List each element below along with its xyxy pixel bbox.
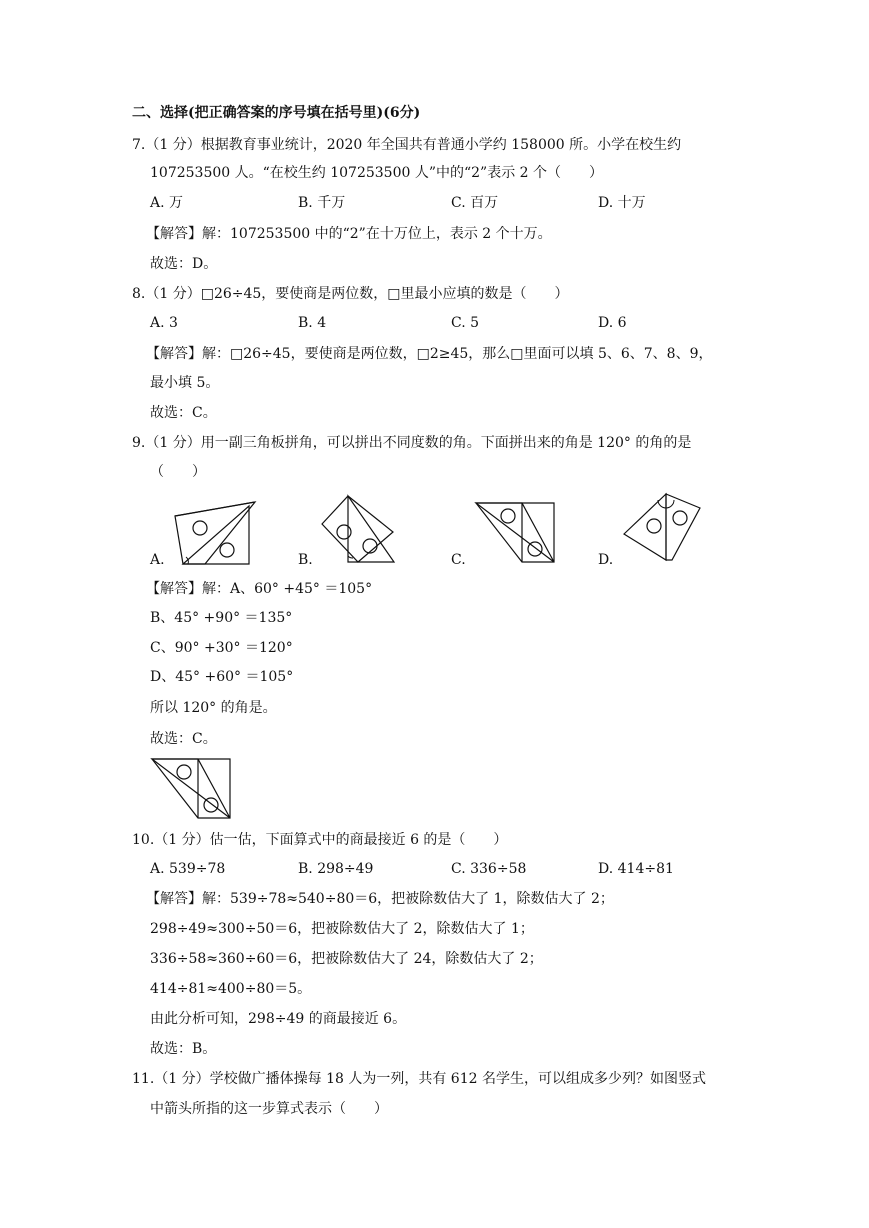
q10-stem: 10.（1 分）估一估，下面算式中的商最接近 6 的是（ ） bbox=[132, 832, 508, 848]
q10-answer-line5: 由此分析可知，298÷49 的商最接近 6。 bbox=[150, 1011, 407, 1027]
q7-stem-line1: 7.（1 分）根据教育事业统计，2020 年全国共有普通小学约 158000 所。小学在校生约 bbox=[132, 137, 682, 153]
q10-option-c: C. 336÷58 bbox=[451, 861, 527, 877]
q7-option-a: A. 万 bbox=[150, 195, 184, 211]
q9-answer-line2: B、45° +90° ＝135° bbox=[150, 610, 293, 626]
q9-option-b: B. bbox=[298, 552, 313, 568]
q11-stem-line2: 中箭头所指的这一步算式表示（ ） bbox=[150, 1101, 388, 1117]
q8-choice: 故选：C。 bbox=[150, 405, 217, 421]
q9-answer-line1: 【解答】解：A、60° +45° ＝105° bbox=[146, 581, 373, 597]
q10-option-a: A. 539÷78 bbox=[150, 861, 226, 877]
q10-option-d: D. 414÷81 bbox=[598, 861, 674, 877]
q9-figure-a bbox=[170, 498, 260, 568]
q8-answer-line1: 【解答】解：□26÷45，要使商是两位数，□2≥45，那么□里面可以填 5、6、7、8、9， bbox=[146, 346, 713, 362]
q8-option-b: B. 4 bbox=[298, 315, 327, 331]
q8-answer-line2: 最小填 5。 bbox=[150, 375, 220, 391]
q9-option-a: A. bbox=[150, 552, 165, 568]
q10-choice: 故选：B。 bbox=[150, 1041, 217, 1057]
q9-answer-line4: D、45° +60° ＝105° bbox=[150, 669, 294, 685]
q9-answer-line5: 所以 120° 的角是。 bbox=[150, 700, 277, 716]
q9-option-c: C. bbox=[451, 552, 466, 568]
q9-stem-line1: 9.（1 分）用一副三角板拼角，可以拼出不同度数的角。下面拼出来的角是 120° 的角的是 bbox=[132, 435, 692, 451]
q9-stem-line2: （ ） bbox=[150, 464, 206, 480]
section-title: 二、选择(把正确答案的序号填在括号里)(6分) bbox=[132, 105, 421, 121]
q8-option-c: C. 5 bbox=[451, 315, 480, 331]
q7-option-d: D. 十万 bbox=[598, 195, 646, 211]
q9-figure-b bbox=[318, 494, 398, 566]
q7-option-c: C. 百万 bbox=[451, 195, 499, 211]
q11-stem-line1: 11.（1 分）学校做广播体操每 18 人为一列，共有 612 名学生，可以组成多少列？如图竖式 bbox=[132, 1071, 706, 1087]
q9-choice: 故选：C。 bbox=[150, 731, 217, 747]
q9-figure-d bbox=[622, 490, 704, 566]
q10-answer-line3: 336÷58≈360÷60＝6，把被除数估大了 24，除数估大了 2； bbox=[150, 951, 543, 967]
q7-stem-line2: 107253500 人。“在校生约 107253500 人”中的“2”表示 2 个（ ） bbox=[150, 165, 604, 181]
q9-option-d: D. bbox=[598, 552, 614, 568]
q8-option-d: D. 6 bbox=[598, 315, 627, 331]
q10-answer-line2: 298÷49≈300÷50＝6，把被除数估大了 2，除数估大了 1； bbox=[150, 921, 534, 937]
q8-stem: 8.（1 分）□26÷45，要使商是两位数，□里最小应填的数是（ ） bbox=[132, 286, 569, 302]
q10-answer-line1: 【解答】解：539÷78≈540÷80＝6，把被除数估大了 1，除数估大了 2； bbox=[146, 891, 614, 907]
q10-answer-line4: 414÷81≈400÷80＝5。 bbox=[150, 981, 312, 997]
q8-option-a: A. 3 bbox=[150, 315, 178, 331]
q9-answer-figure bbox=[150, 756, 236, 822]
q7-choice: 故选：D。 bbox=[150, 256, 218, 272]
q9-figure-c bbox=[474, 500, 560, 566]
q7-answer: 【解答】解：107253500 中的“2”在十万位上，表示 2 个十万。 bbox=[146, 226, 552, 242]
q9-answer-line3: C、90° +30° ＝120° bbox=[150, 640, 293, 656]
q10-option-b: B. 298÷49 bbox=[298, 861, 374, 877]
q7-option-b: B. 千万 bbox=[298, 195, 346, 211]
